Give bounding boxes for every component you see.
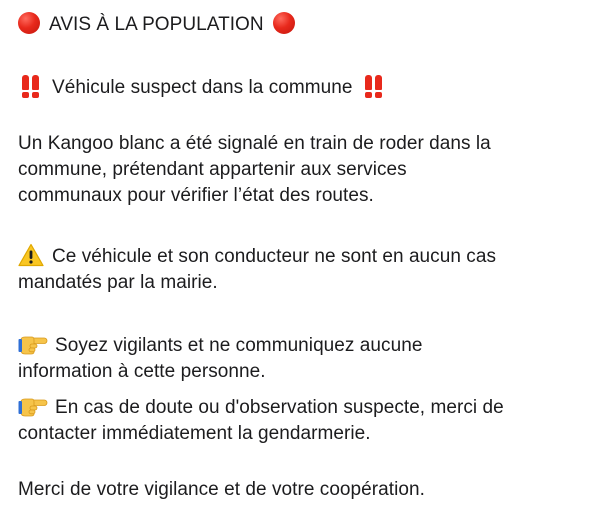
advice-text: En cas de doute ou d'observation suspecte, merci de [55, 397, 504, 418]
paragraph-line: information à cette personne. [18, 361, 266, 382]
paragraph-line: contacter immédiatement la gendarmerie. [18, 423, 371, 444]
paragraph-line: communaux pour vérifier l’état des routes. [18, 185, 374, 206]
post-subtitle-line [18, 75, 385, 101]
advice-text: Soyez vigilants et ne communiquez aucune [55, 335, 423, 356]
pointing-hand-icon [18, 395, 48, 417]
advice-line [18, 333, 422, 359]
warning-text: Ce véhicule et son conducteur ne sont en aucun cas [52, 246, 497, 267]
red-circle-icon [18, 12, 40, 34]
pointing-hand-icon [18, 333, 48, 355]
warning-sign-icon [18, 243, 44, 267]
paragraph-line: mandatés par la mairie. [18, 272, 218, 293]
post-subtitle: Véhicule suspect dans la commune [52, 77, 353, 98]
advice-line [18, 395, 504, 421]
warning-line [18, 244, 496, 270]
red-circle-icon [273, 12, 295, 34]
post-title: AVIS À LA POPULATION [49, 14, 264, 35]
paragraph-line: commune, prétendant appartenir aux services [18, 159, 407, 180]
double-exclamation-icon [18, 74, 42, 98]
post-title-line [18, 12, 295, 38]
closing-text: Merci de votre vigilance et de votre coopération. [18, 479, 425, 500]
double-exclamation-icon [361, 74, 385, 98]
paragraph-line: Un Kangoo blanc a été signalé en train de roder dans la [18, 133, 491, 154]
